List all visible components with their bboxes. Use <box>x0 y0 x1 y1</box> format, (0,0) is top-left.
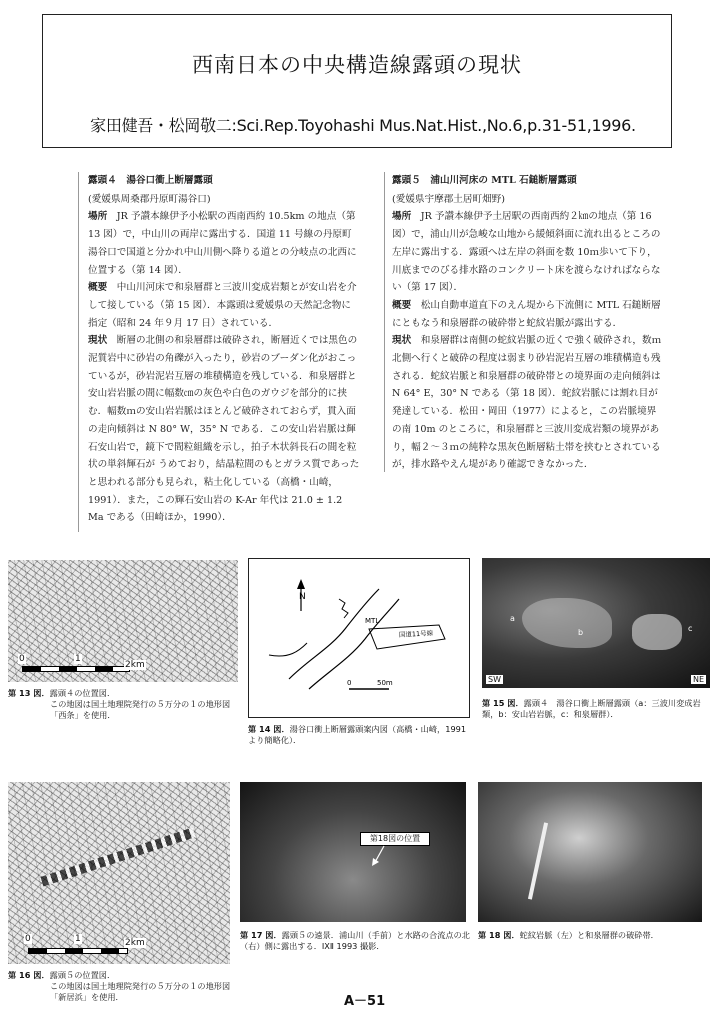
road-line <box>269 643 307 656</box>
fig16-map <box>8 782 230 964</box>
header-box <box>42 14 672 148</box>
right-status-paragraph <box>392 332 664 474</box>
fig18-hammer <box>528 822 548 899</box>
fig16-scale-0: 0 <box>25 934 31 944</box>
fig17-number: 第 17 図． <box>240 930 282 940</box>
fig15-number: 第 15 図． <box>482 698 524 708</box>
fig15-sw: SW <box>488 675 501 684</box>
fig18-caption-text: 蛇紋岩脈（左）と和泉層群の破砕帯． <box>519 930 659 940</box>
fig14-svg <box>249 559 470 718</box>
left-location: (愛媛県周桑郡丹原町湯谷口) <box>88 193 211 205</box>
right-status-text: 和泉層群は南側の蛇紋岩脈の近くで強く破砕され，数ｍ北側へ行くと破砕の程度は弱まり砂岩泥岩互層の堆積構造も残される．蛇紋岩脈と和泉層群の破砕帯との境界面の走向傾斜は N 64° E，30° N である（第 18 図）．蛇紋岩脈には割れ目が発達している．松田・岡田（1977）によると，この岩脈境界の南 10m のところに，和泉層群と三波川変成岩類の境界があり，幅２～３ｍの純粋な黒灰色断層粘土帯を挟むとされているが，排水路やえん堤があり確認できなかった． <box>392 335 662 471</box>
right-column <box>392 172 664 474</box>
fig13-scale-bar <box>22 666 130 672</box>
fig15-caption <box>482 698 714 720</box>
fig14-caption-text: 湯谷口衝上断層露頭案内図（高橋・山崎，1991 より簡略化）． <box>248 724 467 745</box>
right-location: (愛媛県宇摩郡土居町畑野) <box>392 193 506 205</box>
fig16-scale-1: 1 <box>75 934 81 944</box>
left-column-rule <box>78 172 79 532</box>
right-heading: 露頭５ 浦山川河床の MTL 石鎚断層露頭 <box>392 175 577 186</box>
fig13-scale-0: 0 <box>19 654 25 664</box>
north-arrow-head <box>297 579 305 589</box>
fig16-railway <box>40 828 195 887</box>
fig15-label-b: b <box>578 628 584 637</box>
fig17-callout: 第18図の位置 <box>360 832 430 846</box>
road-label: 国道11号線 <box>398 629 434 639</box>
right-summary-label: 概要 <box>392 299 412 311</box>
fig13-scale-2: 2km <box>125 660 145 670</box>
fig13-caption <box>8 688 243 721</box>
right-place-text: JR 予讃本線伊予土居駅の西南西約２㎞の地点（第 16 図）で，浦山川が急峻な山地から緩傾斜面に流れ出るところの左岸に露出する．露頭へは左岸の斜面を数 10ｍ歩いて下り，川底までのびる排水路のコンクリート床を渡らなければならない（第 17 図）． <box>392 211 661 294</box>
left-heading: 露頭４ 湯谷口衝上断層露頭 <box>88 175 213 186</box>
cliff-marks <box>339 599 348 618</box>
right-status-label: 現状 <box>392 335 412 347</box>
fig13-scale-1: 1 <box>75 654 81 664</box>
left-status-text: 断層の北側の和泉層群は破砕され，断層近くでは黒色の泥質岩中に砂岩の角礫が入ったり，砂岩のブーダン化がおこっているが，砂岩泥岩互層の堆積構造を残している．和泉層群と安山岩岩脈の間に幅数㎝の灰色や白色のガウジを部分的に挟む．幅数ｍの安山岩岩脈はほとんど破砕されておらず，貫入面の走向傾斜は N 80° W，35° N である．この安山岩岩脈は輝石安山岩で，鏡下で間粒組織を示し，拍子木状斜長石の間を粒状の単斜輝石が うめており，結晶粒間のもとガラス質であったと思われる部分も見られ，粘土化している（高橋・山崎，1991）．また，この輝石安山岩の K-Ar 年代は 21.0 ± 1.2 Ma である（田崎ほか，1990）． <box>88 335 360 524</box>
fig13-caption-1: 露頭４の位置図． <box>49 688 116 698</box>
right-summary-text: 松山自動車道直下のえん堤から下流側に MTL 石鎚断層にともなう和泉層群の破砕帯と蛇紋岩脈が露出する． <box>392 299 661 329</box>
river-bank-1 <box>289 589 379 679</box>
fig15-label-a: a <box>510 614 515 623</box>
fig16-caption-1: 露頭５の位置図． <box>49 970 116 980</box>
fig15-ne: NE <box>692 675 704 684</box>
fig16-scale-bar <box>28 948 128 954</box>
page-number: A－51 <box>344 994 386 1009</box>
left-place-text: JR 予讃本線伊予小松駅の西南西約 10.5km の地点（第 13 図）で，中山川の両岸に露出する．国道 11 号線の丹原町湯谷口で国道と分かれ中山川側へ降りる道との分岐点の北西に位置する（第 14 図）． <box>88 211 357 276</box>
fig14-sketch <box>248 558 470 718</box>
right-place-label: 場所 <box>392 211 412 223</box>
citation: 家田健吾・松岡敬二:Sci.Rep.Toyohashi Mus.Nat.Hist.,No.6,p.31-51,1996. <box>90 116 636 135</box>
fig14-caption <box>248 724 470 746</box>
fig18-photo <box>478 782 702 922</box>
fig13-number: 第 13 図． <box>8 688 50 698</box>
fig15-photo <box>482 558 710 688</box>
right-summary-paragraph <box>392 297 664 332</box>
fig16-caption-2: この地図は国土地理院発行の５万分の１の地形図「新居浜」を使用． <box>50 981 231 1002</box>
fig17-photo <box>240 782 466 922</box>
fig16-scale-2: 2km <box>125 938 145 948</box>
fig17-caption-text: 露頭５の遠景．浦山川（手前）と水路の合流点の北（右）側に露出する．ⅠⅩⅡ 1993 撮影． <box>240 930 470 951</box>
left-summary-paragraph <box>88 279 360 332</box>
fig16-number: 第 16 図． <box>8 970 50 980</box>
right-place-paragraph <box>392 208 664 297</box>
fig14-number: 第 14 図． <box>248 724 290 734</box>
fig18-number: 第 18 図． <box>478 930 520 940</box>
fig16-caption <box>8 970 243 1003</box>
fig17-caption <box>240 930 470 952</box>
left-summary-text: 中山川河床で和泉層群と三波川変成岩類とが安山岩を介して接している（第 15 図）．本露頭は愛媛県の天然記念物に指定（昭和 24 年９月 17 日）されている． <box>88 282 357 329</box>
fig15-label-c: c <box>688 624 693 633</box>
left-column <box>88 172 360 527</box>
fig18-caption <box>478 930 708 941</box>
page-title: 西南日本の中央構造線露頭の現状 <box>192 53 522 77</box>
fig15-caption-text: 露頭４ 湯谷口衝上断層露頭（a：三波川変成岩類，b：安山岩岩脈，c：和泉層群）． <box>482 698 701 719</box>
mtl-label: MTL <box>365 617 380 625</box>
fig17-callout-arrow-icon <box>370 844 400 868</box>
left-place-paragraph <box>88 208 360 279</box>
left-summary-label: 概要 <box>88 282 108 294</box>
river-bank-2 <box>309 599 399 689</box>
fig13-map <box>8 560 238 682</box>
fig13-caption-2: この地図は国土地理院発行の５万分の１の地形図「西条」を使用． <box>50 699 231 720</box>
left-status-label: 現状 <box>88 335 108 347</box>
left-place-label: 場所 <box>88 211 108 223</box>
fig14-scale-0: 0 <box>347 679 352 687</box>
left-status-paragraph <box>88 332 360 527</box>
fig14-scale-50: 50m <box>377 679 393 687</box>
north-label: N <box>299 592 306 602</box>
right-column-rule <box>384 172 385 472</box>
